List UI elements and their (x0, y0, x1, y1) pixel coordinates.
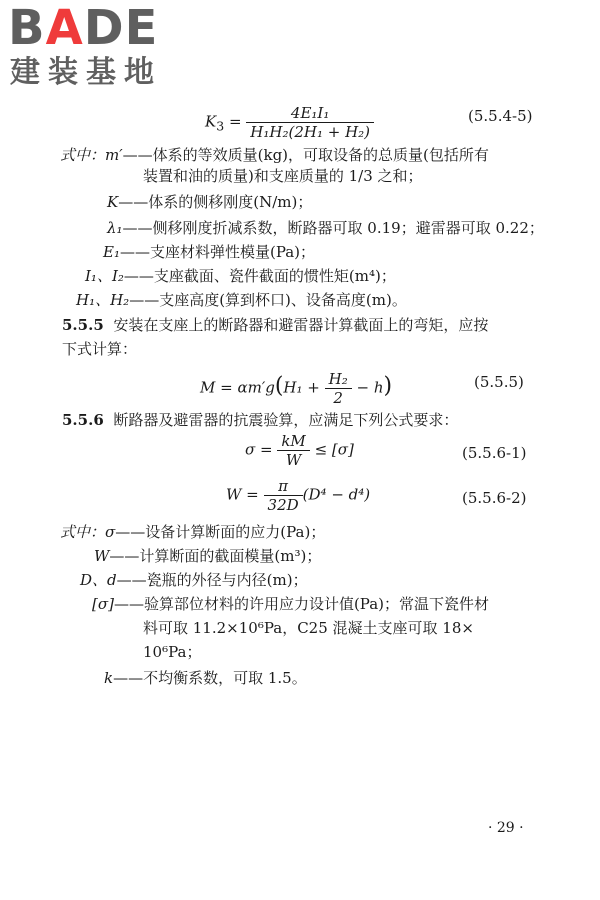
definition-line: D、d——瓷瓶的外径与内径(m)； (80, 571, 308, 589)
clause-number: 5.5.5 (62, 316, 104, 334)
equation-number: (5.5.4-5) (468, 107, 533, 125)
equation-number: (5.5.5) (474, 373, 524, 391)
equation-5-5-5: M = αm′g(H₁ + $\frac{\text{H₂}}{2}$ − h) (200, 370, 393, 407)
fraction: $\frac{\pi}{32D}$ (264, 477, 303, 514)
clause-5-5-6: 5.5.6 断路器及避雷器的抗震验算，应满足下列公式要求： (62, 411, 459, 429)
definition-line: 装置和油的质量)和支座质量的 1/3 之和； (143, 167, 423, 185)
definition-line: 料可取 11.2×10⁶Pa，C25 混凝土支座可取 18× (143, 619, 474, 637)
definition-line: [σ]——验算部位材料的许用应力设计值(Pa)；常温下瓷件材 (92, 595, 490, 613)
definition-line: W——计算断面的截面模量(m³)； (94, 547, 322, 565)
clause-5-5-5: 5.5.5 安装在支座上的断路器和避雷器计算截面上的弯矩，应按 (62, 316, 489, 334)
clause-continuation: 下式计算： (62, 340, 138, 358)
equation-5-5-6-1: σ = $\frac{kM}{W}$ ≤ [σ] (245, 432, 354, 469)
definition-line: K——体系的侧移刚度(N/m)； (107, 193, 313, 211)
logo-accent-letter: A (45, 0, 84, 56)
definition-line: 式中：σ——设备计算断面的应力(Pa)； (60, 523, 326, 541)
page-number: · 29 · (488, 820, 524, 836)
definition-line: H₁、H₂——支座高度(算到杯口)、设备高度(m)。 (76, 291, 407, 309)
definition-line: λ₁——侧移刚度折减系数，断路器可取 0.19；避雷器可取 0.22； (107, 219, 544, 237)
equation-5-5-4-5: $K_3$ = $\frac{\text{4E₁I₁}}{\text{H₁H₂(2H₁ + H₂)}}$ (205, 104, 374, 141)
fraction: $\frac{kM}{W}$ (277, 432, 309, 469)
clause-number: 5.5.6 (62, 411, 104, 429)
equation-5-5-6-2: W = $\frac{\pi}{32D}$ (D⁴ − d⁴) (226, 477, 371, 514)
logo-subtitle: 建装基地 (10, 55, 162, 90)
logo-wordmark: BADE (8, 0, 159, 56)
definition-line: k——不均衡系数，可取 1.5。 (104, 669, 307, 687)
definition-line: 式中：m′——体系的等效质量(kg)，可取设备的总质量(包括所有 (60, 146, 489, 164)
equation-number: (5.5.6-2) (462, 489, 527, 507)
fraction: $\frac{\text{4E₁I₁}}{\text{H₁H₂(2H₁ + H₂)}}$ (246, 104, 374, 141)
logo (8, 0, 178, 94)
fraction: $\frac{\text{H₂}}{2}$ (325, 370, 352, 407)
definition-line: E₁——支座材料弹性模量(Pa)； (103, 243, 316, 261)
definition-line: 10⁶Pa； (143, 643, 202, 661)
equation-number: (5.5.6-1) (462, 444, 527, 462)
definition-line: I₁、I₂——支座截面、瓷件截面的惯性矩(m⁴)； (85, 267, 396, 285)
